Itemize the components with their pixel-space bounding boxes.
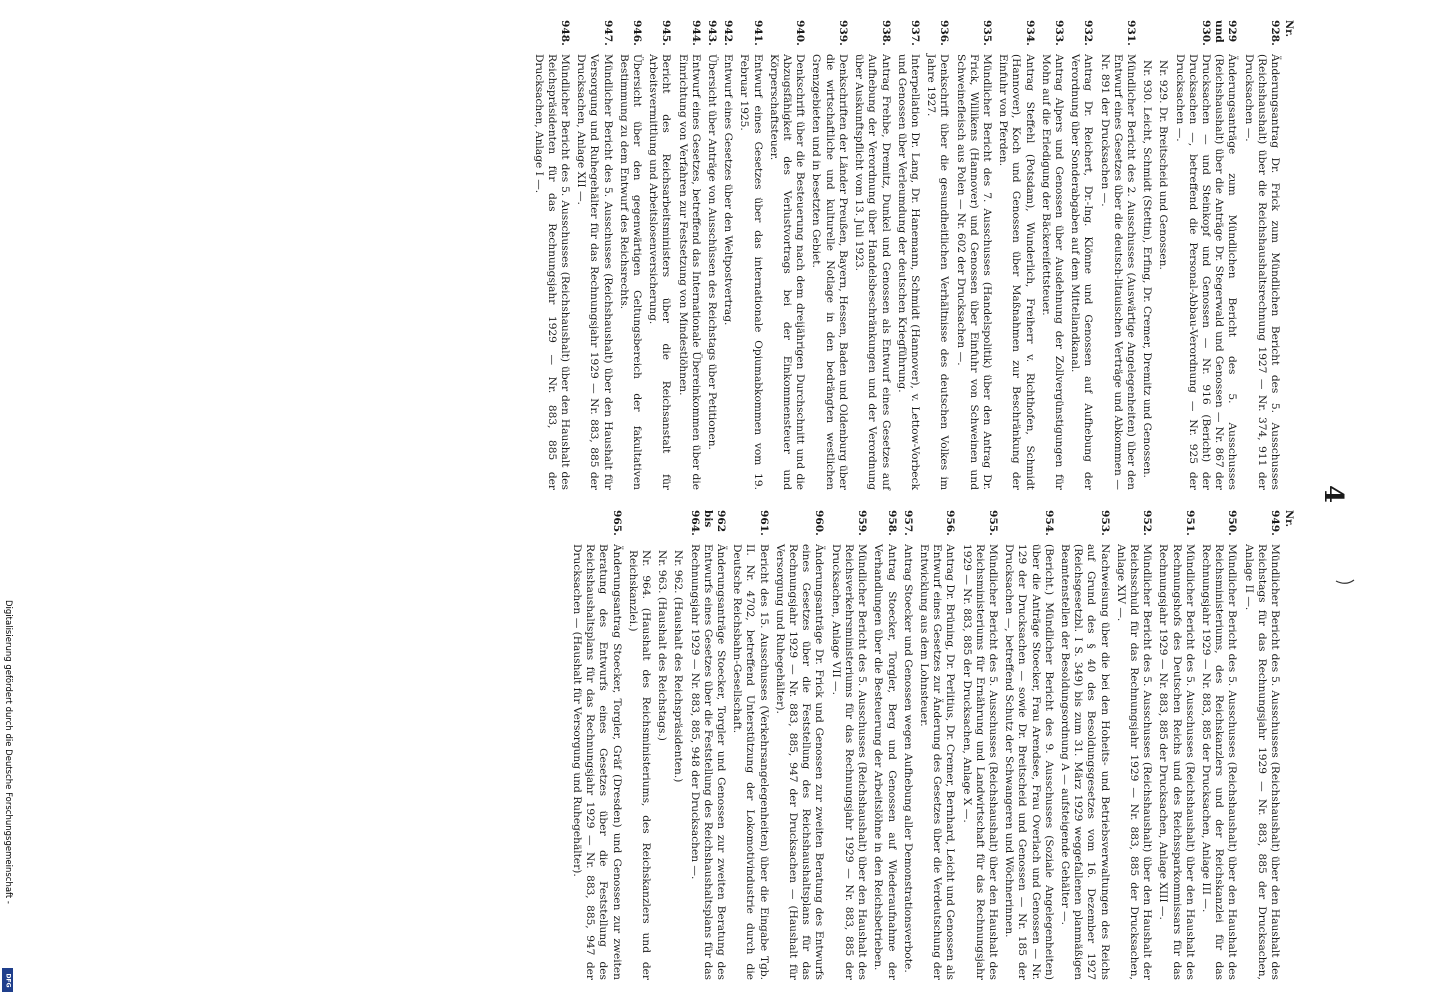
entry-text: Nr. 962. (Haushalt des Reichspräsidenten.) <box>672 550 685 783</box>
entry-row <box>1140 20 1153 490</box>
entry-text: Bericht des Reichsarbeitsministers über die Reichsanstalt für Arbeitsvermittlung und Arbeitslosenversicherung. <box>647 54 673 490</box>
entry-number: 943. <box>706 20 719 46</box>
entry-row <box>924 20 950 490</box>
entry-text: Nr. 930. Leicht, Schmidt (Stettin), Erfing, Dr. Cremer, Dremitz und Genossen. <box>1141 60 1154 478</box>
entry-row <box>705 20 718 490</box>
entry-text: Nr. 963. (Haushalt des Reichstags.) <box>656 550 669 741</box>
entry-text: Änderungsanträge Stoecker, Torgler und Genossen zur zweiten Beratung des Entwurfs eines Gesetzes über die Feststellung des Reichshaushaltsplans für das Rechnungsjahr 1929 — Nr. 883, 885, 948 der Drucksachen —. <box>688 544 728 980</box>
entry-text: Antrag Frehbe, Dremitz, Dunkel und Genossen als Entwurf eines Gesetzes auf Aufhebung der Verordnung über Handelsbeschränkungen und der Verordnung über Auskunftspflicht vom 13. Juli 1923. <box>853 54 892 490</box>
entry-number: 929 und 930. <box>1199 20 1239 46</box>
entry-text: Änderungsantrag Stoecker, Torgler, Gräf (Dresden) und Genossen zur zweiten Beratung des Entwurfs eines Gesetzes über die Feststellung des Reichshaushaltsplans für das Rechnungsjahr 1929 — Nr. 883, 885, 947 der Drucksachen — (Haushalt für Versorgung und Ruhegehälter). <box>571 544 623 980</box>
entry-text: Denkschrift über die Besteuerung nach dem dreijährigen Durchschnitt und die Abzugsfähigkeit des Verlustvortrags bei der Einkommensteuer und Körperschaftsteuer. <box>767 54 807 490</box>
entry-row <box>1172 20 1238 490</box>
entry-row <box>1156 510 1196 980</box>
entry-text: Denkschriften der Länder Preußen, Bayern, Hessen, Baden und Oldenburg über die wirtschaftliche und kulturelle Notlage in den bedrängten westlichen Grenzgebieten und in besetzten Gebiet. <box>810 54 849 490</box>
entry-row <box>953 20 993 490</box>
entry-text: Nr. 929. Dr. Breitscheid und Genossen. <box>1157 60 1170 270</box>
entry-number: 937. <box>908 20 921 46</box>
entry-number: 960. <box>813 510 826 536</box>
entry-text: Antrag Stoecker und Genossen wegen Aufhebung aller Demonstrationsverbote. <box>901 544 914 973</box>
entry-number: 958. <box>885 510 898 536</box>
entry-text: Mündlicher Bericht des 7. Ausschusses (Handelspolitik) über den Antrag Dr. Frick, Willikens (Hannover) und Genossen über Einfuhr von Schweinen und Schweinefleisch aus Polen — Nr. 602 der Drucksachen —. <box>954 54 993 490</box>
pencil-check-mark-icon <box>1334 578 1356 590</box>
entry-text: Mündlicher Bericht des 5. Ausschusses (Reichshaushalt) über den Haushalt des Rechnungshofs des Deutschen Reichs und des Reichssparkommissars für das Rechnungsjahr 1929 — Nr. 883, 885 der Drucksachen, Anlage XIII —. <box>1157 544 1196 980</box>
entry-row <box>871 510 897 980</box>
entry-text: Mündlicher Bericht des 5. Ausschusses (Reichshaushalt) über den Haushalt des Reichspräsidenten für das Rechnungsjahr 1929 — Nr. 883, 885 der Drucksachen, Anlage I —. <box>532 54 572 490</box>
entry-row <box>574 20 614 490</box>
entry-number: 965. <box>610 510 623 536</box>
entry-text: Übersicht über Anträge von Ausschüssen des Reichstags über Petitionen. <box>706 54 719 450</box>
entry-text: Mündlicher Bericht des 5. Ausschusses (Reichshaushalt) über den Haushalt des Reichstags für das Rechnungsjahr 1929 — Nr. 883, 885 der Drucksachen, Anlage II —. <box>1242 544 1281 980</box>
entry-row <box>767 20 807 490</box>
entry-row <box>852 20 892 490</box>
page-number: 4 <box>1318 485 1348 504</box>
entry-text: Antrag Alpers und Genossen über Ausdehnung der Zollvergünstigungen für Mohn auf die Erledigung der Bäckereifettsteuer. <box>1039 54 1065 490</box>
entry-text: Entwurf eines Gesetzes, betreffend das Internationale Übereinkommen über die Einrichtung von Verfahren zur Festsetzung von Mindestlöhnen. <box>676 54 702 490</box>
entry-row <box>1058 510 1111 980</box>
entry-row <box>730 510 770 980</box>
entries-list-right <box>570 510 1281 980</box>
entry-row <box>996 20 1036 490</box>
entry-number: 945. <box>660 20 673 46</box>
entry-number: 946. <box>631 20 644 46</box>
entry-number: 942. <box>722 20 735 46</box>
entry-text: Mündlicher Bericht des 5. Ausschusses (Reichshaushalt) über den Haushalt des Reichsministeriums für Ernährung und Landwirtschaft für das Rechnungsjahr 1929 — Nr. 883, 885 der Drucksachen, Anlage X —. <box>960 544 999 980</box>
entry-text: Bericht des 15. Ausschusses (Verkehrsangelegenheiten) über die Eingabe Tgb. II. Nr. 4702, betreffend Unterstützung der Lokomotivindustrie durch die Deutsche Reichsbahn-Gesellschaft. <box>731 544 770 980</box>
entry-text: (Bericht.) Mündlicher Bericht des 9. Ausschusses (Soziale Angelegenheiten) über die Anträge Stoecker, Frau Arendsee, Frau Overlach und Genossen — Nr. 129 der Drucksachen — sowie Dr. Breitscheid und Genossen — Nr. 185 der Drucksachen —, betreffend Schutz der Schwangeren und Wöchnerinnen. <box>1003 544 1055 980</box>
entry-text: Übersicht über den gegenwärtigen Geltungsbereich der fakultativen Bestimmung zu dem Entwurf des Reichsrechts. <box>617 54 644 490</box>
entry-number: 957. <box>901 510 914 536</box>
entry-number: 962 bis 964. <box>688 510 728 536</box>
entry-number: 938. <box>879 20 892 46</box>
entry-row <box>687 510 727 980</box>
entry-text: Änderungsanträge Dr. Frick und Genossen zur zweiten Beratung des Entwurfs eines Gesetzes über die Feststellung des Reichshaushaltsplans für das Rechnungsjahr 1929 — Nr. 883, 885, 947 der Drucksachen — (Haushalt für Versorgung und Ruhegehälter). <box>773 544 826 980</box>
entry-row <box>917 510 957 980</box>
entry-row <box>1114 510 1154 980</box>
entry-row <box>1156 20 1169 490</box>
entry-row <box>626 510 652 980</box>
entry-row <box>570 510 623 980</box>
entry-number: 931. <box>1124 20 1137 46</box>
entry-text: Entwurf eines Gesetzes über das internationale Opiumabkommen vom 19. Februar 1925. <box>738 54 764 490</box>
entry-row <box>809 20 849 490</box>
entry-number: 953. <box>1098 510 1111 536</box>
entry-row <box>829 510 869 980</box>
entry-text: Denkschrift über die gesundheitlichen Verhältnisse des deutschen Volkes im Jahre 1927. <box>925 54 951 490</box>
entry-number: 961. <box>757 510 770 536</box>
entry-number: 948. <box>559 20 572 46</box>
entry-number: 951. <box>1183 510 1196 536</box>
entry-text: Mündlicher Bericht des 5. Ausschusses (Reichshaushalt) über den Haushalt der Reichsschuld für das Rechnungsjahr 1929 — Nr. 883, 885 der Drucksachen, Anlage XIV —. <box>1114 544 1154 980</box>
entry-row <box>895 20 921 490</box>
entry-text: Änderungsantrag Dr. Frick zum Mündlichen Bericht des 5. Ausschusses (Reichshaushalt) über die Reichshaushaltsrechnung 1927 — Nr. 374, 911 der Drucksachen —. <box>1242 54 1281 490</box>
entry-row <box>1241 20 1281 490</box>
entry-text: Nachweisung über die bei den Hoheits- und Betriebsverwaltungen des Reichs auf Grund des § 40 des Besoldungsgesetzes vom 16. Dezember 1927 (Reichsgesetzbl. I S. 349) bis zum 31. März 1929 weggefallenen planmäßigen Beamtenstellen der Besoldungsordnung A — aufsteigende Gehälter —. <box>1058 544 1111 980</box>
entry-number: 941. <box>751 20 764 46</box>
entry-number: 940. <box>794 20 807 46</box>
entry-number: 933. <box>1052 20 1065 46</box>
entry-row <box>721 20 734 490</box>
entry-number: 959. <box>856 510 869 536</box>
entry-row <box>1199 510 1239 980</box>
entry-row <box>1097 20 1137 490</box>
entry-text: Mündlicher Bericht des 2. Ausschusses (Auswärtige Angelegenheiten) über den Entwurf eines Gesetzes über die deutsch-litauischen Verträge und Abkommen — Nr. 891 der Drucksachen —. <box>1098 54 1137 490</box>
entry-number: 944. <box>689 20 702 46</box>
dfg-logo-text: DFG <box>4 972 12 988</box>
entry-row <box>1002 510 1055 980</box>
entry-row <box>671 510 684 980</box>
entry-number: 947. <box>601 20 614 46</box>
entry-row <box>655 510 668 980</box>
entry-row <box>617 20 643 490</box>
entry-text: Antrag Dr. Brüning, Dr. Perlitius, Dr. Cremer, Bernhard, Leicht und Genossen als Entwurf eines Gesetzes zur Änderung des Gesetzes über die Verdeutschung der Entwicklung aus dem Lohnsteuer. <box>917 544 957 980</box>
entry-text: Antrag Steffehl (Potsdam), Wunderlich, Freiherr v. Richthofen, Schmidt (Hannover), Koch und Genossen über Maßnahmen zur Beschränkung der Einfuhr von Pferden. <box>997 54 1036 490</box>
nr-header-right: Nr. <box>1283 510 1294 527</box>
entries-column-right <box>567 510 1294 980</box>
entry-text: Antrag Dr. Reichert, Dr.-Ing. Klönne und Genossen auf Aufhebung der Verordnung über Sonderabgaben auf dem Mittellandkanal. <box>1069 54 1095 490</box>
entry-text: Mündlicher Bericht des 5. Ausschusses (Reichshaushalt) über den Haushalt des Reichsverkehrsministeriums für das Rechnungsjahr 1929 — Nr. 883, 885 der Drucksachen, Anlage VII —. <box>829 544 869 980</box>
entry-text: Interpellation Dr. Lang, Dr. Hanemann, Schmidt (Hannover), v. Lettow-Vorbeck und Genossen über Verleumdung der deutschen Kriegführung. <box>895 54 921 490</box>
entry-row <box>1039 20 1065 490</box>
entry-number: 956. <box>944 510 957 536</box>
dfg-credit-text: Digitalisierung gefördert durch die Deutsche Forschungsgemeinschaft - <box>3 600 13 904</box>
entry-text: Mündlicher Bericht des 5. Ausschusses (Reichshaushalt) über den Haushalt des Reichsministeriums, des Reichskanzlers und der Reichskanzlei für das Rechnungsjahr 1929 — Nr. 883, 885 der Drucksachen, Anlage III —. <box>1199 544 1239 980</box>
entry-row <box>1241 510 1281 980</box>
entry-number: 939. <box>836 20 849 46</box>
entry-row <box>901 510 914 980</box>
entry-number: 952. <box>1141 510 1154 536</box>
entry-row <box>959 510 999 980</box>
entry-number: 954. <box>1042 510 1055 536</box>
entry-number: 936. <box>938 20 951 46</box>
entry-row <box>1068 20 1094 490</box>
entry-number: 949. <box>1269 510 1281 536</box>
entry-row <box>646 20 672 490</box>
entry-number: 955. <box>986 510 999 536</box>
nr-header-left: Nr. <box>1283 20 1294 37</box>
entries-column-left <box>528 20 1294 490</box>
entry-row <box>773 510 826 980</box>
entry-number: 935. <box>980 20 993 46</box>
entry-row <box>531 20 571 490</box>
entry-number: 928. <box>1269 20 1281 46</box>
entry-number: 934. <box>1023 20 1036 46</box>
entry-number: 932. <box>1082 20 1095 46</box>
entry-row <box>675 20 701 490</box>
entries-list-left <box>531 20 1281 490</box>
entry-number: 950. <box>1226 510 1239 536</box>
entry-row <box>737 20 763 490</box>
entry-text: Antrag Stoecker, Torgler, Berg und Genossen auf Wiederaufnahme der Verhandlungen über die Besteuerung der Arbeitslöhne in den Reichsbetrieben. <box>872 544 898 980</box>
entry-text: Mündlicher Bericht des 5. Ausschusses (Reichshaushalt) über den Haushalt für Versorgung und Ruhegehälter für das Rechnungsjahr 1929 — Nr. 883, 885 der Drucksachen, Anlage XII —. <box>575 54 614 490</box>
entry-text: Nr. 964. (Haushalt des Reichsministeriums, des Reichskanzlers und der Reichskanzlei.) <box>626 550 653 980</box>
entry-text: Änderungsanträge zum Mündlichen Bericht des 5. Ausschusses (Reichshaushalt) über die Anträge Dr. Stegerwald und Genossen — Nr. 867 der Drucksachen — und Steinkopf und Genossen — Nr. 916 (Bericht) der Drucksachen —, betreffend die Personal-Abbau-Verordnung — Nr. 925 der Drucksachen —. <box>1173 54 1239 490</box>
entry-text: Entwurf eines Gesetzes über den Weltpostvertrag. <box>722 54 735 326</box>
